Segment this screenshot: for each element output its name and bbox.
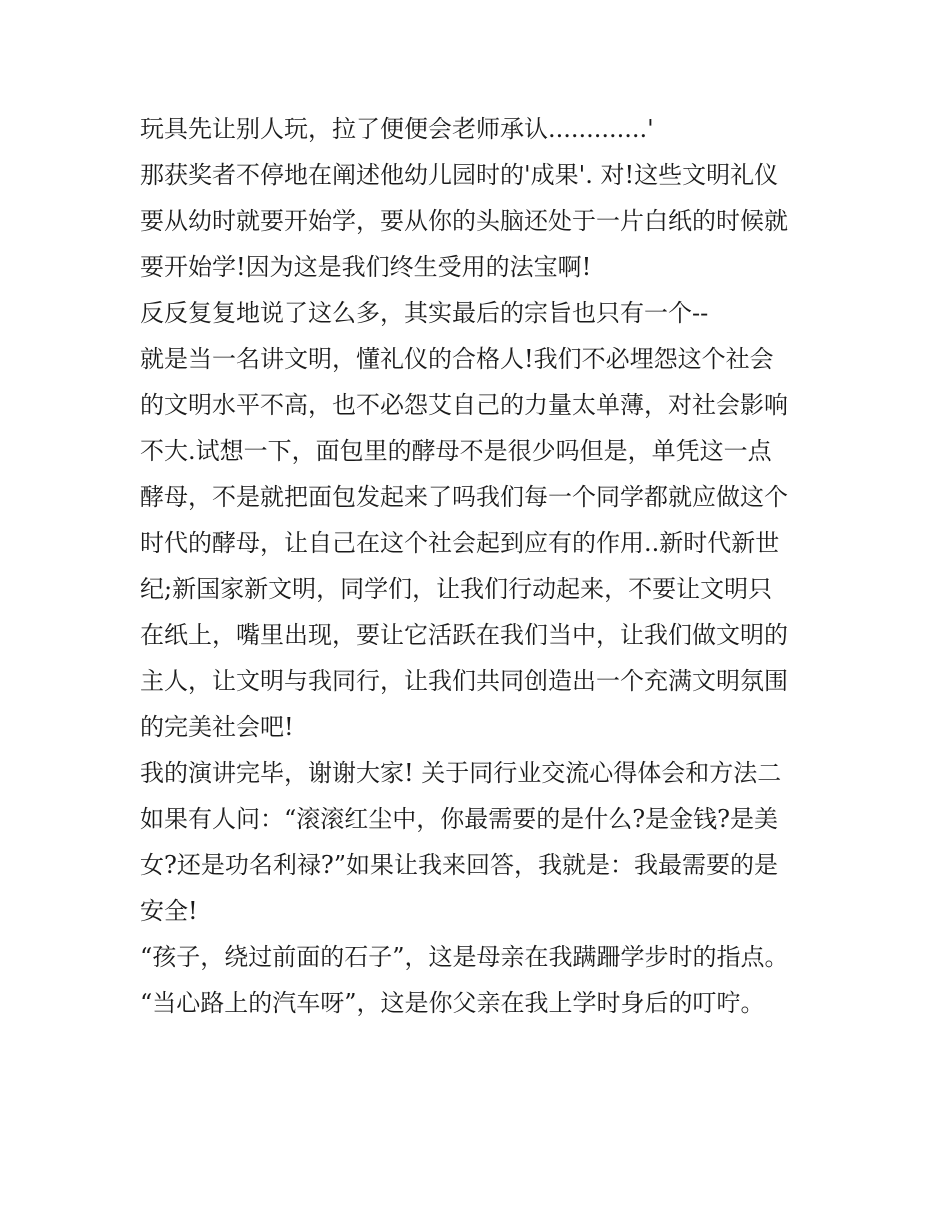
text-line: 时代的酵母，让自己在这个社会起到应有的作用..新时代新世 (140, 529, 780, 557)
text-line: 纪;新国家新文明，同学们，让我们行动起来，不要让文明只 (140, 575, 773, 603)
text-line: 玩具先让别人玩，拉了便便会老师承认.............' (140, 115, 654, 143)
text-line: 就是当一名讲文明，懂礼仪的合格人!我们不必埋怨这个社会 (140, 345, 774, 373)
text-line: 要从幼时就要开始学，要从你的头脑还处于一片白纸的时候就 (140, 207, 788, 235)
text-line: 的完美社会吧! (140, 713, 294, 741)
text-line: “当心路上的汽车呀”，这是你父亲在我上学时身后的叮咛。 (140, 989, 765, 1017)
text-line: 要开始学!因为这是我们终生受用的法宝啊! (140, 253, 592, 281)
text-line: 安全! (140, 897, 198, 925)
text-line: 的文明水平不高，也不必怨艾自己的力量太单薄，对社会影响 (140, 391, 788, 419)
text-line: “孩子，绕过前面的石子”，这是母亲在我蹒跚学步时的指点。 (140, 943, 789, 971)
text-line: 在纸上，嘴里出现，要让它活跃在我们当中，让我们做文明的 (140, 621, 788, 649)
text-line: 不大.试想一下，面包里的酵母不是很少吗但是，单凭这一点 (140, 437, 772, 465)
text-line: 那获奖者不停地在阐述他幼儿园时的'成果'. 对!这些文明礼仪 (140, 161, 779, 189)
text-line: 酵母，不是就把面包发起来了吗我们每一个同学都就应做这个 (140, 483, 788, 511)
text-line: 我的演讲完毕，谢谢大家! 关于同行业交流心得体会和方法二 (140, 759, 782, 787)
text-line: 反反复复地说了这么多，其实最后的宗旨也只有一个-- (140, 299, 709, 327)
body-text (140, 106, 820, 1026)
text-line: 女?还是功名利禄?”如果让我来回答，我就是：我最需要的是 (140, 851, 779, 879)
text-line: 如果有人问：“滚滚红尘中，你最需要的是什么?是金钱?是美 (140, 805, 779, 833)
text-line: 主人，让文明与我同行，让我们共同创造出一个充满文明氛围 (140, 667, 788, 695)
